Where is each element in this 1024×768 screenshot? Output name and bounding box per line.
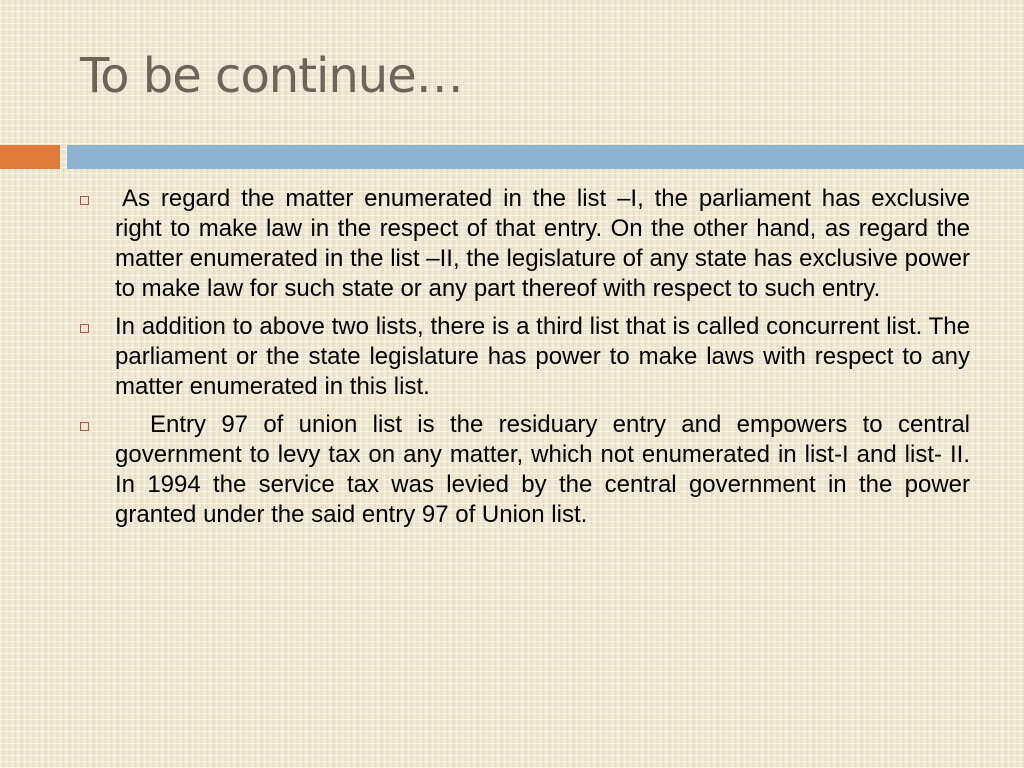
slide-title: To be continue… <box>80 48 463 104</box>
bullet-text: Entry 97 of union list is the residuary entry and empowers to central government to levy tax on any matter, which not enumerated in list-I and list- II. In 1994 the service tax was levied by the central government in the power granted under the said entry 97 of Union list. <box>115 411 970 528</box>
square-bullet-icon <box>80 196 89 205</box>
bullet-text: As regard the matter enumerated in the list –I, the parliament has exclusive right to make law in the respect of that entry. On the other hand, as regard the matter enumerated in the list –II, the legislature of any state has exclusive power to make law for such state or any part thereof with respect to such entry. <box>115 185 970 302</box>
bullet-item <box>80 184 970 304</box>
bullet-item <box>80 410 970 530</box>
square-bullet-icon <box>80 324 89 333</box>
bullet-item <box>80 312 970 402</box>
bullet-list <box>80 184 970 538</box>
bullet-text: In addition to above two lists, there is a third list that is called concurrent list. The parliament or the state legislature has power to make laws with respect to any matter enumerated in this list. <box>115 313 970 400</box>
title-accent-bar <box>67 145 1024 169</box>
title-accent-block <box>0 145 60 169</box>
square-bullet-icon <box>80 422 89 431</box>
